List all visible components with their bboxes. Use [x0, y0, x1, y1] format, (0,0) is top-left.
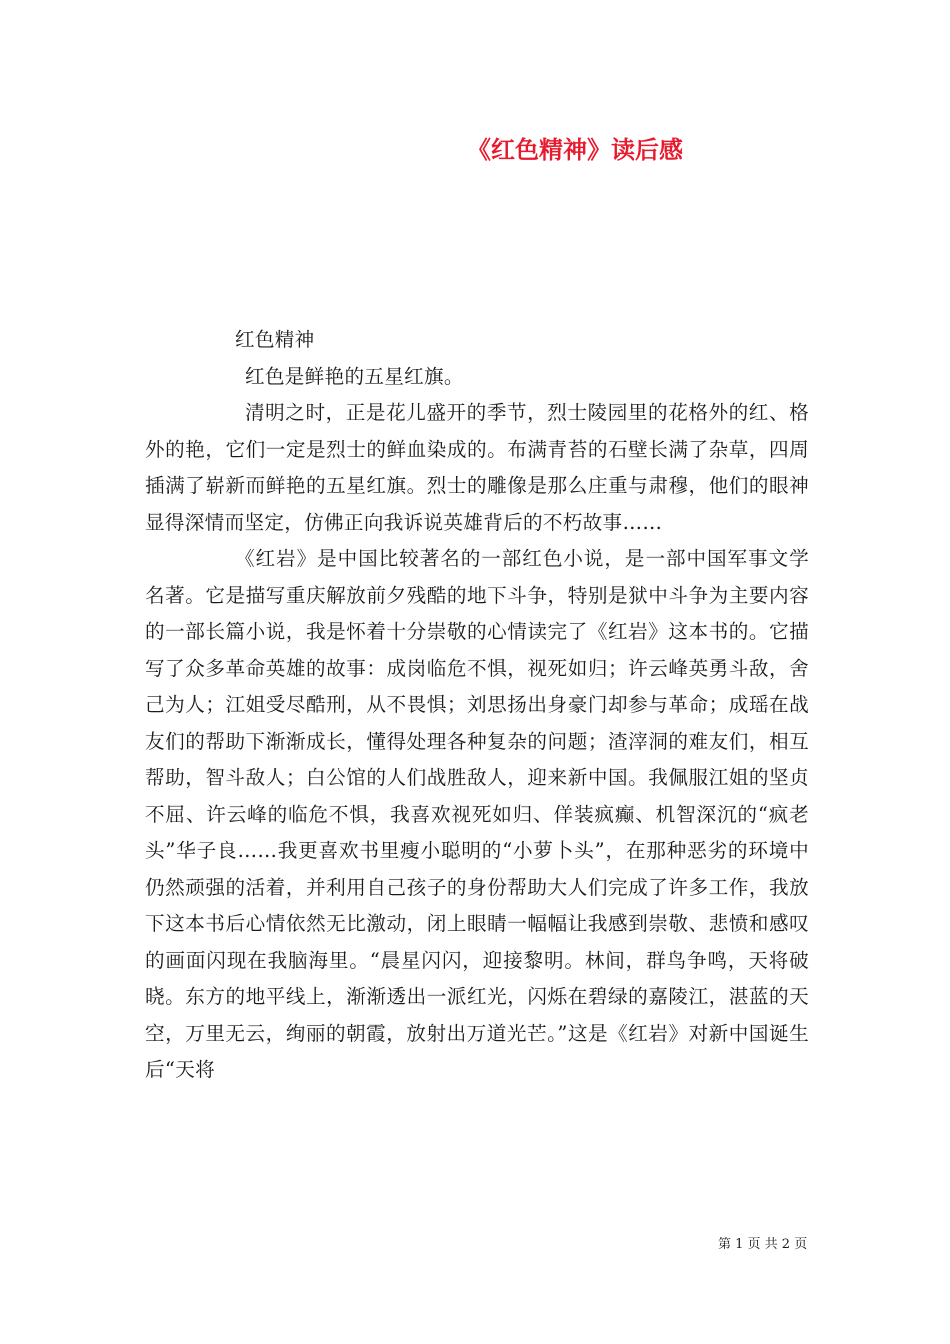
- document-title: 《红色精神》读后感: [467, 136, 683, 164]
- section-heading: 红色精神: [235, 328, 315, 351]
- document-body: [145, 322, 809, 1089]
- paragraph-2: 清明之时，正是花儿盛开的季节，烈士陵园里的花格外的红、格外的艳，它们一定是烈士的鲜血染成的。布满青苔的石壁长满了杂草，四周插满了崭新而鲜艳的五星红旗。烈士的雕像是那么庄重与肃穆，他们的眼神显得深情而坚定，仿佛正向我诉说英雄背后的不朽故事……: [145, 401, 809, 534]
- page-number-footer: 第 1 页 共 2 页: [718, 1237, 808, 1252]
- paragraph-3: 《红岩》是中国比较著名的一部红色小说，是一部中国军事文学名著。它是描写重庆解放前夕残酷的地下斗争，特别是狱中斗争为主要内容的一部长篇小说，我是怀着十分崇敬的心情读完了《红岩》这本书的。它描写了众多革命英雄的故事：成岗临危不惧，视死如归；许云峰英勇斗敌，舍己为人；江姐受尽酷刑，从不畏惧；刘思扬出身豪门却参与革命；成瑶在战友们的帮助下渐渐成长，懂得处理各种复杂的问题；渣滓洞的难友们，相互帮助，智斗敌人；白公馆的人们战胜敌人，迎来新中国。我佩服江姐的坚贞不屈、许云峰的临危不惧，我喜欢视死如归、佯装疯癫、机智深沉的“疯老头”华子良……我更喜欢书里瘦小聪明的“小萝卜头”，在那种恶劣的环境中仍然顽强的活着，并利用自己孩子的身份帮助大人们完成了许多工作，我放下这本书后心情依然无比激动，闭上眼睛一幅幅让我感到崇敬、悲愤和感叹的画面闪现在我脑海里。“晨星闪闪，迎接黎明。林间，群鸟争鸣，天将破晓。东方的地平线上，渐渐透出一派红光，闪烁在碧绿的嘉陵江，湛蓝的天空，万里无云，绚丽的朝霞，放射出万道光芒。”这是《红岩》对新中国诞生后“天将: [145, 547, 809, 1081]
- paragraph-1: 红色是鲜艳的五星红旗。: [245, 364, 464, 388]
